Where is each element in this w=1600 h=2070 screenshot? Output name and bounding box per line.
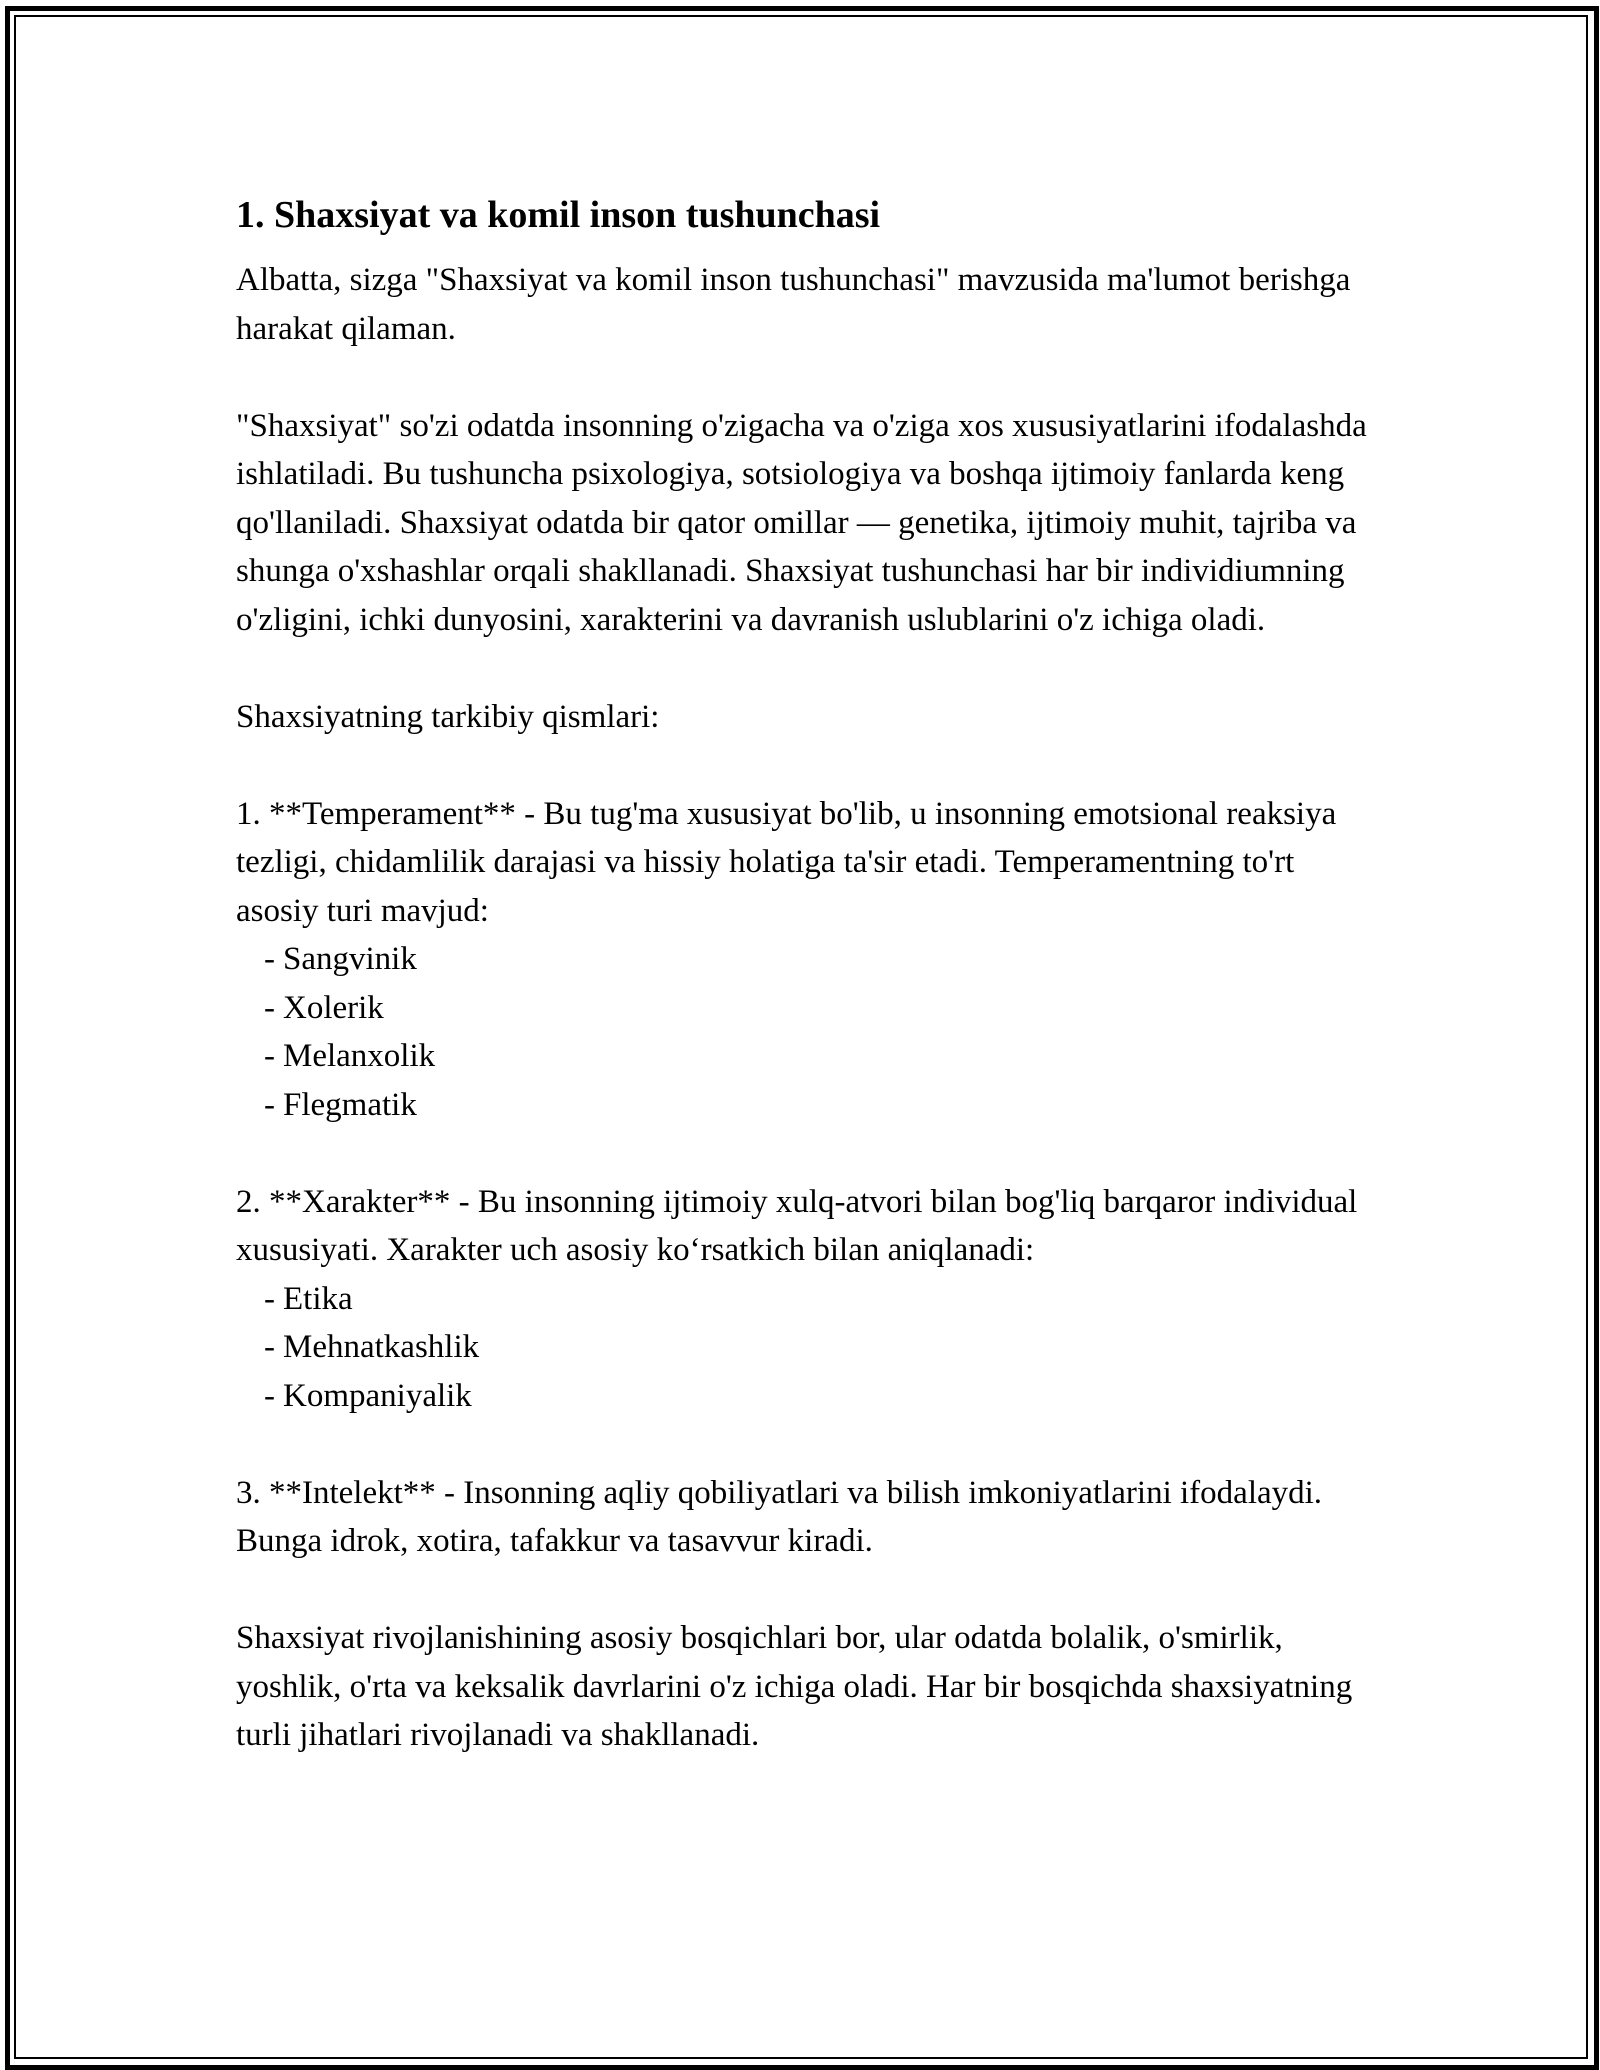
list-item-text: Kompaniyalik [283,1377,472,1414]
temperament-list [236,935,1376,1129]
list-dash: - [264,989,275,1026]
list-item [236,1275,1376,1324]
definition-paragraph: "Shaxsiyat" so'zi odatda insonning o'zigacha va o'ziga xos xususiyatlarini ifodalashda ishlatiladi. Bu tushuncha psixologiya, sotsiologiya va boshqa ijtimoiy fanlarda keng qo'llaniladi. Shaxsiyat odatda bir qator omillar — genetika, ijtimoiy muhit, tajriba va shunga o'xshashlar orqali shakllanadi. Shaxsiyat tushunchasi har bir individiumning o'zligini, ichki dunyosini, xarakterini va davranish uslublarini o'z ichiga oladi. [236,407,1367,638]
intellect-paragraph: 3. **Intelekt** - Insonning aqliy qobiliyatlari va bilish imkoniyatlarini ifodalaydi. Bunga idrok, xotira, tafakkur va tasavvur kiradi. [236,1474,1323,1559]
components-heading: Shaxsiyatning tarkibiy qismlari: [236,698,660,735]
list-item [236,935,1376,984]
development-paragraph: Shaxsiyat rivojlanishining asosiy bosqichlari bor, ular odatda bolalik, o'smirlik, yoshlik, o'rta va keksalik davrlarini o'z ichiga oladi. Har bir bosqichda shaxsiyatning turli jihatlari rivojlanadi va shakllanadi. [236,1620,1353,1753]
list-item [236,1372,1376,1421]
list-item [236,1323,1376,1372]
list-item-text: Flegmatik [283,1086,417,1123]
list-dash: - [264,1086,275,1123]
list-item [236,984,1376,1033]
list-item-text: Melanxolik [283,1038,436,1074]
list-dash: - [264,941,275,977]
intro-paragraph: Albatta, sizga "Shaxsiyat va komil inson tushunchasi" mavzusida ma'lumot berishga harakat qilaman. [236,262,1351,347]
list-dash: - [264,1329,275,1365]
list-dash: - [264,1377,275,1414]
list-item [236,1032,1376,1081]
document-title: 1. Shaxsiyat va komil inson tushunchasi [236,194,881,236]
list-dash: - [264,1280,275,1317]
document-body [236,184,1376,1808]
character-list [236,1275,1376,1421]
list-dash: - [264,1038,275,1074]
list-item-text: Mehnatkashlik [283,1329,480,1365]
list-item [236,1081,1376,1130]
character-paragraph: 2. **Xarakter** - Bu insonning ijtimoiy xulq-atvori bilan bog'liq barqaror individual xususiyati. Xarakter uch asosiy ko‘rsatkich bilan aniqlanadi: [236,1183,1358,1268]
temperament-paragraph: 1. **Temperament** - Bu tug'ma xususiyat bo'lib, u insonning emotsional reaksiya tezligi, chidamlilik darajasi va hissiy holatiga ta'sir etadi. Temperamentning to'rt asosiy turi mavjud: [236,795,1337,929]
list-item-text: Etika [283,1280,353,1317]
list-item-text: Sangvinik [283,941,417,977]
list-item-text: Xolerik [283,989,384,1026]
